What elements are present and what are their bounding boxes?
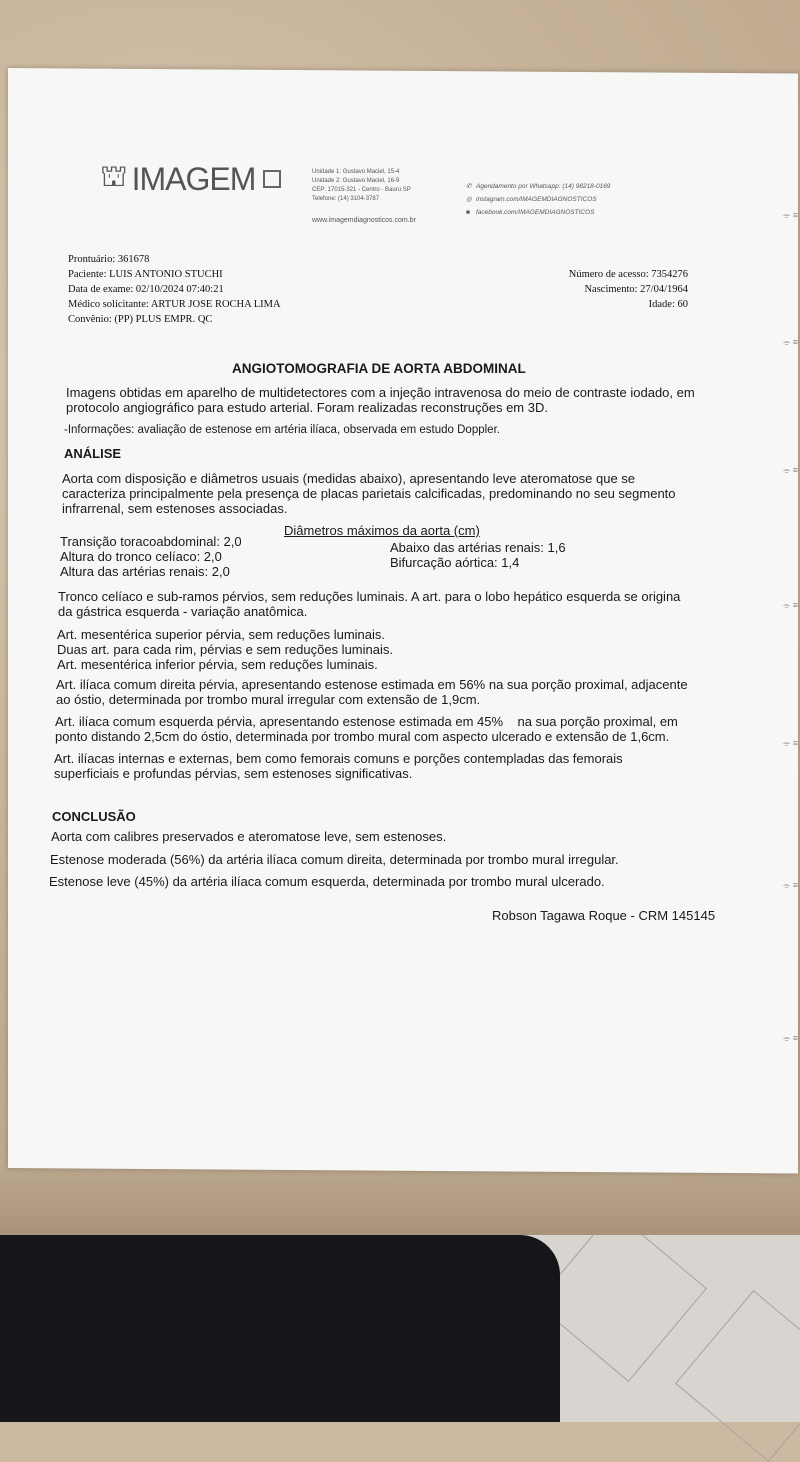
iliacas-line-1: Art. ilíacas internas e externas, bem como femorais comuns e porções contempladas das femorais: [54, 751, 623, 766]
mesenterica-inferior: Art. mesentérica inferior pérvia, sem reduções luminais.: [57, 657, 378, 672]
prontuario: Prontuário: 361678: [68, 254, 150, 265]
diam-arterias-renais: Altura das artérias renais: 2,0: [60, 564, 230, 579]
iliacas-line-2: superficiais e profundas pérvias, sem estenoses significativas.: [54, 766, 413, 781]
unit-1: Unidade 1: Gustavo Maciel, 15-4: [312, 169, 400, 175]
intro-line-2: protocolo angiográfico para estudo arterial. Foram realizadas reconstruções em 3D.: [66, 400, 548, 415]
iliaca-direita-line-1: Art. ilíaca comum direita pérvia, apresentando estenose estimada em 56% na sua porção proximal, adjacente: [56, 677, 688, 692]
convenio: Convênio: (PP) PLUS EMPR. QC: [68, 314, 213, 325]
conclusao-1: Aorta com calibres preservados e ateromatose leve, sem estenoses.: [51, 829, 447, 844]
margin-mark-icon: ⌯ ≡: [783, 600, 798, 610]
diam-toracoabdominal: Transição toracoabdominal: 2,0: [60, 534, 242, 549]
conclusao-2: Estenose moderada (56%) da artéria ilíaca comum direita, determinada por trombo mural irregular.: [50, 852, 619, 867]
logo-person-icon: ⛫: [100, 160, 128, 193]
iliaca-esquerda-line-1: Art. ilíaca comum esquerda pérvia, apresentando estenose estimada em 45% na sua porção proximal, em: [55, 714, 678, 729]
nascimento: Nascimento: 27/04/1964: [584, 284, 688, 295]
unit-2: Unidade 2: Gustavo Maciel, 16-9: [312, 178, 400, 184]
medico: Médico solicitante: ARTUR JOSE ROCHA LIMA: [68, 299, 281, 310]
report-title: ANGIOTOMOGRAFIA DE AORTA ABDOMINAL: [232, 361, 526, 376]
diam-tronco-celiaco: Altura do tronco celíaco: 2,0: [60, 549, 222, 564]
diam-bifurcacao: Bifurcação aórtica: 1,4: [390, 555, 520, 570]
instagram-icon: ◎: [466, 196, 472, 203]
patient-info: [68, 252, 281, 327]
margin-mark-icon: ⌯ ≡: [783, 465, 798, 475]
idade: Idade: 60: [648, 299, 688, 310]
acesso: Número de acesso: 7354276: [568, 269, 688, 280]
iliaca-esquerda-line-2: ponto distando 2,5cm do óstio, determinada por trombo mural com aspecto ulcerado e extensão de 1,6cm.: [55, 729, 670, 744]
report-paper: [8, 68, 798, 1174]
logo-square-icon: [263, 170, 281, 188]
margin-mark-icon: ⌯ ≡: [783, 1033, 798, 1043]
conclusao-heading: CONCLUSÃO: [52, 809, 136, 824]
iliaca-direita-line-2: ao óstio, determinada por trombo mural irregular com extensão de 1,9cm.: [56, 692, 481, 707]
diameters-heading: Diâmetros máximos da aorta (cm): [284, 523, 480, 538]
facebook-icon: ■: [466, 209, 470, 216]
clinic-contacts: [466, 180, 610, 219]
whatsapp-icon: ✆: [466, 183, 472, 190]
clinic-logo: [100, 160, 281, 198]
margin-mark-icon: ⌯ ≡: [783, 210, 798, 220]
paciente: Paciente: LUIS ANTONIO STUCHI: [68, 269, 223, 280]
patient-info-right: [569, 267, 688, 312]
data-exame: Data de exame: 02/10/2024 07:40:21: [68, 284, 224, 295]
diam-abaixo-renais: Abaixo das artérias renais: 1,6: [390, 540, 566, 555]
cep: CEP: 17015-321 - Centro - Bauru SP: [312, 187, 411, 193]
info-line: -Informações: avaliação de estenose em artéria ilíaca, observada em estudo Doppler.: [64, 424, 500, 436]
website: www.imagemdiagnosticos.com.br: [312, 217, 416, 224]
conclusao-3: Estenose leve (45%) da artéria ilíaca comum esquerda, determinada por trombo mural ulcerado.: [49, 874, 605, 889]
clinic-addresses: [312, 168, 411, 204]
logo-text: IMAGEM: [131, 160, 256, 197]
margin-mark-icon: ⌯ ≡: [783, 880, 798, 890]
whatsapp: Agendamento por Whatsapp: (14) 98218-0169: [476, 183, 611, 190]
margin-mark-icon: ⌯ ≡: [783, 738, 798, 748]
aorta-line-1: Aorta com disposição e diâmetros usuais (medidas abaixo), apresentando leve ateromatose que se: [62, 471, 636, 486]
mesenterica-superior: Art. mesentérica superior pérvia, sem reduções luminais.: [57, 627, 386, 642]
intro-line-1: Imagens obtidas em aparelho de multidetectores com a injeção intravenosa do meio de contraste iodado, em: [66, 385, 695, 400]
facebook: facebook.com/IMAGEMDIAGNOSTICOS: [476, 209, 595, 216]
phone: Telefone: (14) 3104-3787: [312, 196, 380, 202]
instagram: instagram.com/IMAGEMDIAGNOSTICOS: [476, 196, 597, 203]
arterias-renais: Duas art. para cada rim, pérvias e sem reduções luminais.: [57, 642, 393, 657]
signature: Robson Tagawa Roque - CRM 145145: [492, 908, 716, 923]
margin-mark-icon: ⌯ ≡: [783, 337, 798, 347]
tronco-line-1: Tronco celíaco e sub-ramos pérvios, sem reduções luminais. A art. para o lobo hepático esquerda se origina: [58, 589, 681, 604]
aorta-line-2: caracteriza principalmente pela presença de placas parietais calcificadas, predominando no seu segmento: [62, 486, 676, 501]
analise-heading: ANÁLISE: [64, 446, 122, 461]
tronco-line-2: da gástrica esquerda - variação anatômica.: [58, 604, 308, 619]
dark-object: [0, 1235, 560, 1422]
aorta-line-3: infrarrenal, sem estenoses associadas.: [62, 501, 288, 516]
